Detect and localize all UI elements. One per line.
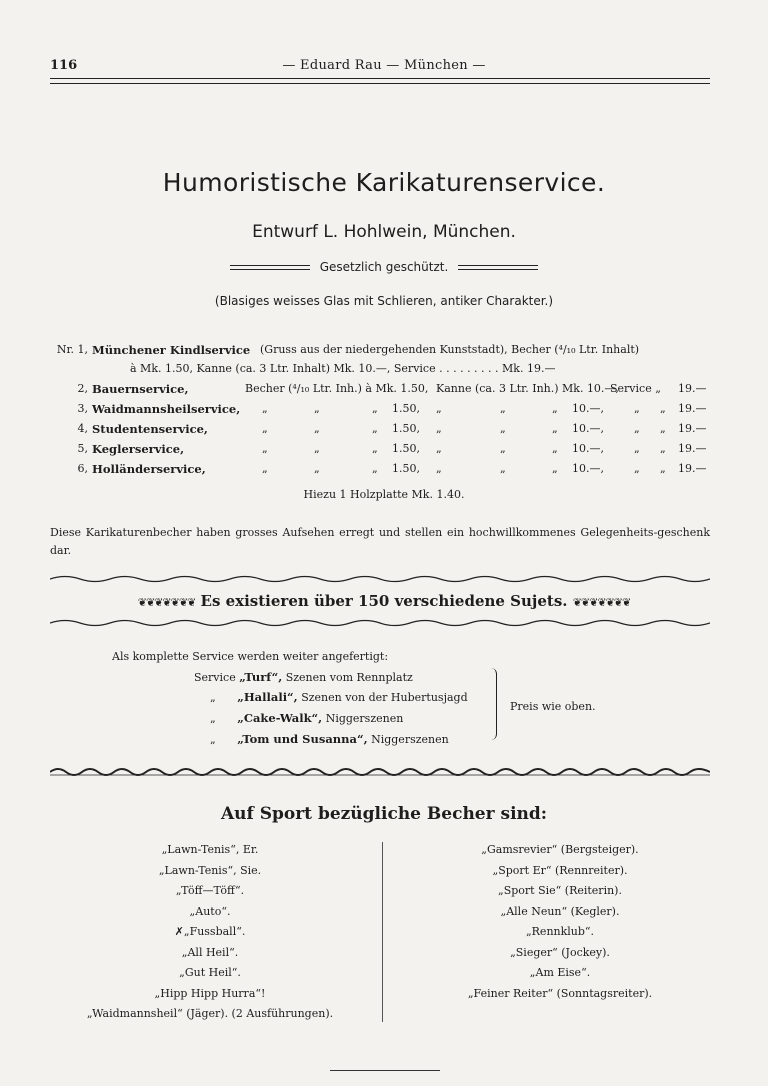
service-becher: 1.50, [392, 442, 420, 455]
ditto-mark: „ [372, 402, 378, 415]
service-kanne: 10.—, [572, 422, 604, 435]
list-item: „Alle Neun“ (Kegler). [500, 904, 620, 918]
page-number: 116 [50, 58, 78, 73]
set-name: „Hallali“, [237, 690, 298, 704]
footer-rule [330, 1070, 440, 1071]
set-desc: Szenen von der Hubertusjagd [301, 691, 468, 704]
set-desc: Szenen vom Rennplatz [285, 671, 413, 684]
set-item [210, 732, 449, 746]
list-item: „Rennklub“. [525, 925, 595, 938]
ditto-mark: „ [660, 402, 666, 415]
ornament-right-icon: ❦❦❦❦❦❦❦ [572, 595, 631, 609]
ornamental-band [50, 764, 710, 778]
ditto-mark: „ [314, 442, 320, 455]
sport-list-right [410, 840, 710, 1004]
ditto-mark: „ [500, 442, 506, 455]
ditto-mark: „ [262, 442, 268, 455]
service-kanne: Kanne (ca. 3 Ltr. Inh.) Mk. 10.—, [436, 382, 619, 395]
ditto-mark: „ [634, 442, 640, 455]
ditto-mark: „ [500, 422, 506, 435]
set-name: „Tom und Susanna“, [237, 732, 368, 746]
list-item: „Am Eise“. [529, 966, 591, 979]
service-name: Studentenservice, [92, 422, 208, 436]
list-item: „Sport Er“ (Rennreiter). [492, 863, 628, 877]
list-item: „Sport Sie“ (Reiterin). [498, 884, 622, 897]
service-row [50, 343, 710, 361]
set-prefix: „ [210, 691, 216, 704]
ditto-mark: „ [634, 402, 640, 415]
ditto-mark: „ [262, 402, 268, 415]
list-item: ✗„Fussball“. [174, 925, 246, 938]
protected-notice [0, 260, 768, 274]
service-name: Holländerservice, [92, 462, 206, 476]
ditto-mark: „ [262, 462, 268, 475]
service-name: Münchener Kindlservice [92, 343, 251, 357]
curly-brace-icon [488, 668, 497, 740]
protected-text: Gesetzlich geschützt. [319, 260, 449, 274]
service-kanne: 10.—, [572, 442, 604, 455]
service-price: 19.— [678, 442, 707, 455]
set-item [194, 670, 413, 684]
ditto-mark: „ [372, 442, 378, 455]
ditto-mark: „ [436, 422, 442, 435]
list-item: „Auto“. [189, 904, 231, 918]
ditto-mark: „ [500, 462, 506, 475]
sport-section-title: Auf Sport bezügliche Becher sind: [220, 804, 548, 824]
set-item [210, 711, 403, 725]
ditto-mark: „ [634, 462, 640, 475]
service-price: 19.— [678, 422, 707, 435]
service-becher: 1.50, [392, 402, 420, 415]
service-becher: 1.50, [392, 462, 420, 475]
page-subtitle: Entwurf L. Hohlwein, München. [252, 222, 516, 242]
service-label: Service „ [610, 382, 661, 395]
service-row [50, 382, 710, 400]
ditto-mark: „ [660, 442, 666, 455]
service-number: 6, [77, 462, 88, 475]
list-item: „Gamsrevier“ (Bergsteiger). [481, 843, 639, 856]
service-row [50, 442, 710, 460]
service-price: 19.— [678, 382, 707, 395]
ditto-mark: „ [552, 402, 558, 415]
left-double-rule [230, 265, 310, 270]
description-paragraph: Diese Karikaturenbecher haben grosses Aufsehen erregt und stellen ein hochwillkommenes Gelegenheits-geschenk dar. [50, 526, 710, 557]
list-item: „Hipp Hipp Hurra“! [154, 986, 266, 1000]
service-becher: Becher (⁴/₁₀ Ltr. Inh.) à Mk. 1.50, [245, 382, 429, 395]
ditto-mark: „ [552, 422, 558, 435]
list-item: „Lawn-Tenis“, Sie. [158, 863, 262, 877]
ditto-mark: „ [314, 402, 320, 415]
running-title: — Eduard Rau — München — [282, 58, 486, 73]
set-desc: Niggerszenen [371, 733, 449, 746]
sport-list-left [60, 840, 360, 1025]
service-number: 3, [77, 402, 88, 415]
ditto-mark: „ [660, 462, 666, 475]
column-divider [382, 842, 383, 1022]
set-name: „Turf“, [239, 670, 283, 684]
service-kanne: 10.—, [572, 402, 604, 415]
wavy-rule-bottom [50, 618, 710, 628]
wavy-rule-top [50, 574, 710, 584]
material-note: (Blasiges weisses Glas mit Schlieren, antiker Charakter.) [214, 294, 554, 308]
ditto-mark: „ [372, 462, 378, 475]
right-double-rule [458, 265, 538, 270]
ditto-mark: „ [660, 422, 666, 435]
ditto-mark: „ [436, 402, 442, 415]
set-prefix: „ [210, 733, 216, 746]
service-name: Bauernservice, [92, 382, 189, 396]
ditto-mark: „ [634, 422, 640, 435]
list-item: „All Heil“. [181, 945, 239, 959]
sets-intro: Als komplette Service werden weiter angefertigt: [112, 650, 389, 663]
ditto-mark: „ [314, 462, 320, 475]
service-number: 2, [77, 382, 88, 395]
sujets-banner [0, 592, 768, 610]
ditto-mark: „ [262, 422, 268, 435]
service-name: Keglerservice, [92, 442, 185, 456]
list-item: „Lawn-Tenis“, Er. [161, 843, 259, 856]
ditto-mark: „ [500, 402, 506, 415]
list-item: „Sieger“ (Jockey). [510, 945, 610, 959]
list-item: „Gut Heil“. [179, 966, 241, 979]
set-item [210, 690, 468, 704]
service-row [50, 422, 710, 440]
service-row [50, 402, 710, 420]
service-name: Waidmannsheilservice, [92, 402, 241, 416]
service-details: (Gruss aus der niedergehenden Kunststadt), Becher (⁴/₁₀ Ltr. Inhalt) [260, 343, 640, 356]
ditto-mark: „ [552, 442, 558, 455]
set-prefix: „ [210, 712, 216, 725]
ditto-mark: „ [552, 462, 558, 475]
list-item: „Feiner Reiter“ (Sonntagsreiter). [467, 986, 653, 1000]
set-prefix: Service [194, 671, 236, 684]
service-number: 5, [77, 442, 88, 455]
price-note: Preis wie oben. [510, 700, 596, 713]
sujets-text: Es existieren über 150 verschiedene Sujets. [200, 592, 568, 610]
ditto-mark: „ [314, 422, 320, 435]
service-becher: 1.50, [392, 422, 420, 435]
ditto-mark: „ [436, 442, 442, 455]
service-number: Nr. 1, [56, 343, 88, 356]
set-name: „Cake-Walk“, [237, 711, 323, 725]
set-desc: Niggerszenen [325, 712, 404, 725]
ornament-left-icon: ❦❦❦❦❦❦❦ [137, 595, 196, 609]
service-row [50, 462, 710, 480]
page-title: Humoristische Karikaturenservice. [162, 168, 606, 197]
ditto-mark: „ [436, 462, 442, 475]
header-rule [50, 78, 710, 84]
ditto-mark: „ [372, 422, 378, 435]
holzplatte-note: Hiezu 1 Holzplatte Mk. 1.40. [303, 488, 465, 501]
service-price: 19.— [678, 462, 707, 475]
service-details-continued: à Mk. 1.50, Kanne (ca. 3 Ltr. Inhalt) Mk. 10.—, Service . . . . . . . . . Mk. 19.— [130, 362, 556, 375]
service-number: 4, [77, 422, 88, 435]
list-item: „Waidmannsheil“ (Jäger). (2 Ausführungen). [86, 1007, 334, 1020]
list-item: „Töff—Töff“. [175, 884, 245, 897]
service-price: 19.— [678, 402, 707, 415]
service-kanne: 10.—, [572, 462, 604, 475]
service-row-continuation [50, 362, 710, 380]
